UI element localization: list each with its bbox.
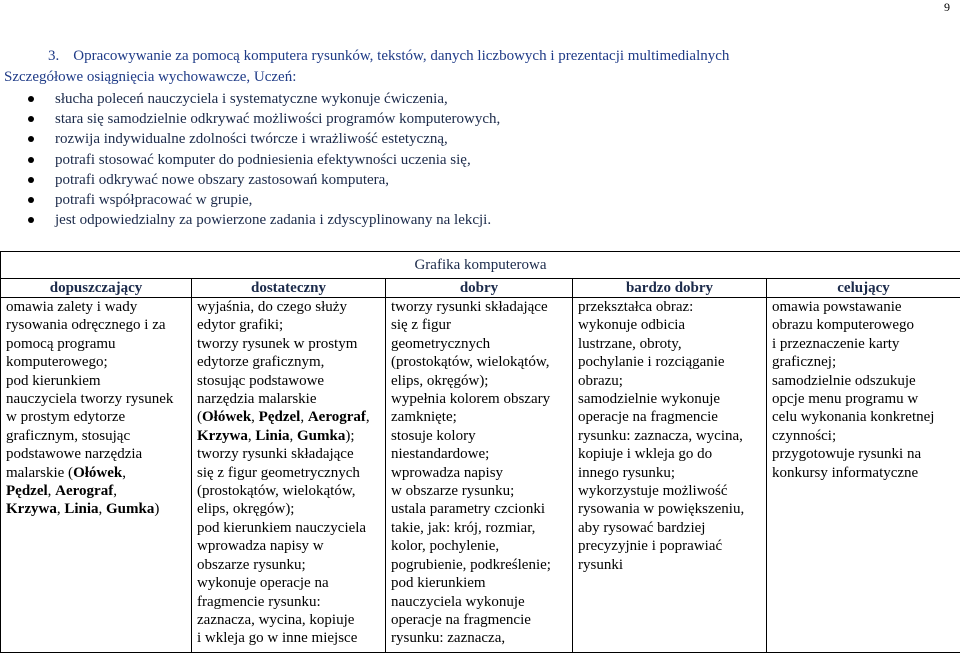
- achievements-list: [20, 89, 500, 230]
- section-heading: [48, 48, 729, 65]
- list-item: stara się samodzielnie odkrywać możliwości programów komputerowych,: [20, 109, 500, 129]
- list-item: jest odpowiedzialny za powierzone zadania i zdyscyplinowany na lekcji.: [20, 210, 500, 230]
- bullet-icon: [28, 177, 34, 183]
- list-item: potrafi odkrywać nowe obszary zastosowań komputera,: [20, 170, 500, 190]
- list-item: słucha poleceń nauczyciela i systematyczne wykonuje ćwiczenia,: [20, 89, 500, 109]
- grading-table: [0, 251, 960, 653]
- cell-celujacy: omawia powstawanie obrazu komputerowego i przeznaczenie karty graficznej; samodzielnie odszukuje opcje menu programu w celu wykonania konkretnej czynności; przygotowuje rysunki na konkursy informatyczne: [767, 298, 960, 653]
- cell-bardzo-dobry: przekształca obraz: wykonuje odbicia lustrzane, obroty, pochylanie i rozciąganie obrazu; samodzielnie wykonuje operacje na fragmencie rysunku: zaznacza, wycina, kopiuje i wkleja go do innego rysunku; wykorzystuje możliwość rysowania w powiększeniu, aby rysować bardziej precyzyjnie i poprawiać rysunki: [573, 298, 767, 653]
- header-bardzo-dobry: bardzo dobry: [573, 279, 767, 298]
- bullet-icon: [28, 116, 34, 122]
- list-item: rozwija indywidualne zdolności twórcze i wrażliwość estetyczną,: [20, 129, 500, 149]
- table-title: Grafika komputerowa: [1, 252, 960, 279]
- bullet-icon: [28, 136, 34, 142]
- cell-dobry: tworzy rysunki składające się z figur geometrycznych (prostokątów, wielokątów, elips, okręgów); wypełnia kolorem obszary zamknięte; stosuje kolory niestandardowe; wprowadza napisy w obszarze rysunku; ustala parametry czcionki takie, jak: krój, rozmiar, kolor, pochylenie, pogrubienie, podkreślenie; pod kierunkiem nauczyciela wykonuje operacje na fragmencie rysunku: zaznacza,: [386, 298, 573, 653]
- list-item: potrafi współpracować w grupie,: [20, 190, 500, 210]
- page-number: 9: [944, 0, 950, 14]
- cell-dostateczny: wyjaśnia, do czego służy edytor grafiki; tworzy rysunek w prostym edytorze graficznym, stosując podstawowe narzędzia malarskie (Ołówek, Pędzel, Aerograf, Krzywa, Linia, Gumka); tworzy rysunki składające się z figur geometrycznych (prostokątów, wielokątów, elips, okręgów); pod kierunkiem nauczyciela wprowadza napisy w obszarze rysunku; wykonuje operacje na fragmencie rysunku: zaznacza, wycina, kopiuje i wkleja go w inne miejsce: [192, 298, 386, 653]
- bullet-icon: [28, 96, 34, 102]
- header-dopuszczajacy: dopuszczający: [1, 279, 192, 298]
- cell-dopuszczajacy: omawia zalety i wady rysowania odręcznego i za pomocą programu komputerowego; pod kierunkiem nauczyciela tworzy rysunek w prostym edytorze graficznym, stosując podstawowe narzędzia malarskie (Ołówek, Pędzel, Aerograf, Krzywa, Linia, Gumka): [1, 298, 192, 653]
- section-number: 3.: [48, 48, 60, 64]
- header-celujacy: celujący: [767, 279, 960, 298]
- header-dobry: dobry: [386, 279, 573, 298]
- section-title: Opracowywanie za pomocą komputera rysunków, tekstów, danych liczbowych i prezentacji multimedialnych: [73, 48, 730, 64]
- bullet-icon: [28, 197, 34, 203]
- list-item: potrafi stosować komputer do podniesienia efektywności uczenia się,: [20, 150, 500, 170]
- bullet-icon: [28, 157, 34, 163]
- achievements-label: Szczegółowe osiągnięcia wychowawcze, Uczeń:: [4, 69, 297, 85]
- bullet-icon: [28, 217, 34, 223]
- header-dostateczny: dostateczny: [192, 279, 386, 298]
